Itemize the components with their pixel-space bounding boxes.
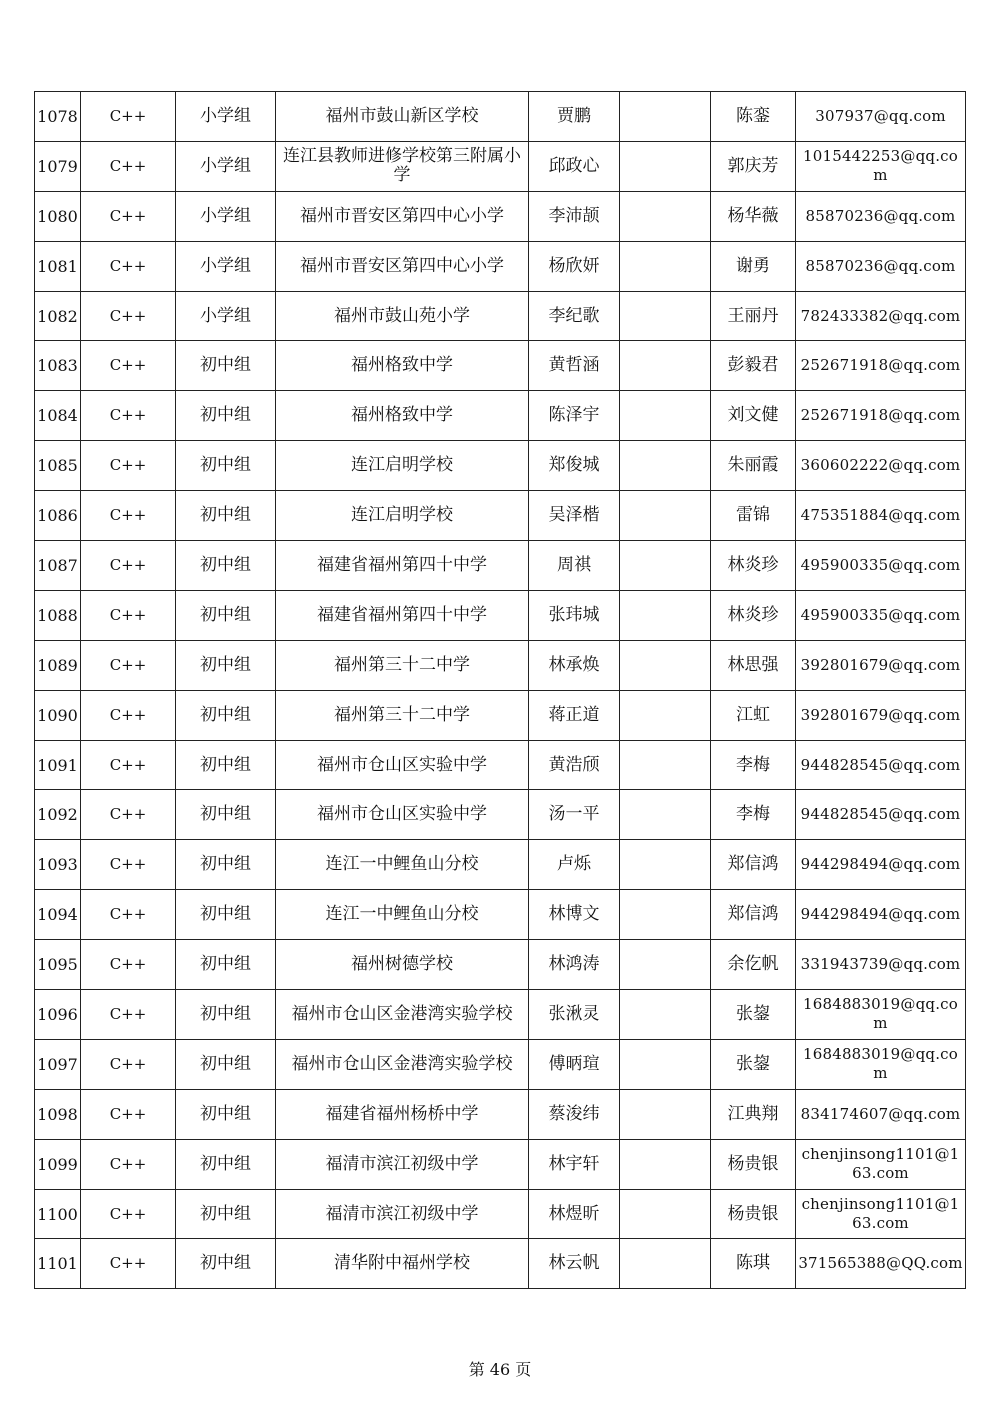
entry-id-cell: 1078	[35, 92, 81, 142]
table-row	[35, 840, 966, 890]
age-group-cell: 初中组	[176, 491, 276, 541]
empty-cell-cell	[620, 191, 711, 241]
student-name-cell: 张玮城	[529, 590, 620, 640]
contact-email-cell: 307937@qq.com	[796, 92, 966, 142]
empty-cell-cell	[620, 341, 711, 391]
table-row	[35, 1089, 966, 1139]
language-cell: C++	[81, 391, 176, 441]
contact-email-cell: 371565388@QQ.com	[796, 1239, 966, 1289]
contact-email-cell: 252671918@qq.com	[796, 391, 966, 441]
school-name-cell: 福州市晋安区第四中心小学	[276, 191, 529, 241]
teacher-name-cell: 朱丽霞	[711, 441, 796, 491]
table-row	[35, 391, 966, 441]
empty-cell-cell	[620, 940, 711, 990]
table-row	[35, 1139, 966, 1189]
age-group-cell: 初中组	[176, 890, 276, 940]
student-name-cell: 周祺	[529, 541, 620, 591]
entry-id-cell: 1095	[35, 940, 81, 990]
empty-cell-cell	[620, 1189, 711, 1239]
language-cell: C++	[81, 1089, 176, 1139]
age-group-cell: 初中组	[176, 1239, 276, 1289]
language-cell: C++	[81, 341, 176, 391]
student-name-cell: 林煜昕	[529, 1189, 620, 1239]
entry-id-cell: 1080	[35, 191, 81, 241]
language-cell: C++	[81, 541, 176, 591]
empty-cell-cell	[620, 92, 711, 142]
entry-id-cell: 1098	[35, 1089, 81, 1139]
entry-id-cell: 1086	[35, 491, 81, 541]
empty-cell-cell	[620, 1139, 711, 1189]
teacher-name-cell: 陈琪	[711, 1239, 796, 1289]
age-group-cell: 初中组	[176, 1089, 276, 1139]
teacher-name-cell: 余仡帆	[711, 940, 796, 990]
empty-cell-cell	[620, 990, 711, 1040]
table-row	[35, 890, 966, 940]
contact-email-cell: 495900335@qq.com	[796, 590, 966, 640]
school-name-cell: 福建省福州杨桥中学	[276, 1089, 529, 1139]
teacher-name-cell: 张鋆	[711, 1039, 796, 1089]
language-cell: C++	[81, 990, 176, 1040]
school-name-cell: 连江县教师进修学校第三附属小学	[276, 141, 529, 191]
language-cell: C++	[81, 1239, 176, 1289]
entry-id-cell: 1083	[35, 341, 81, 391]
student-name-cell: 杨欣妍	[529, 241, 620, 291]
student-name-cell: 蔡浚纬	[529, 1089, 620, 1139]
teacher-name-cell: 林炎珍	[711, 590, 796, 640]
contact-email-cell: 1684883019@qq.com	[796, 1039, 966, 1089]
age-group-cell: 初中组	[176, 391, 276, 441]
entry-id-cell: 1097	[35, 1039, 81, 1089]
age-group-cell: 初中组	[176, 640, 276, 690]
school-name-cell: 福清市滨江初级中学	[276, 1139, 529, 1189]
table-row	[35, 291, 966, 341]
student-name-cell: 傅昞瑄	[529, 1039, 620, 1089]
language-cell: C++	[81, 1189, 176, 1239]
page-number: 第 46 页	[468, 1360, 532, 1379]
school-name-cell: 福州第三十二中学	[276, 690, 529, 740]
teacher-name-cell: 李梅	[711, 740, 796, 790]
school-name-cell: 福州市鼓山苑小学	[276, 291, 529, 341]
entry-id-cell: 1094	[35, 890, 81, 940]
contact-email-cell: 360602222@qq.com	[796, 441, 966, 491]
table-row	[35, 191, 966, 241]
language-cell: C++	[81, 92, 176, 142]
entry-id-cell: 1096	[35, 990, 81, 1040]
student-name-cell: 陈泽宇	[529, 391, 620, 441]
language-cell: C++	[81, 640, 176, 690]
age-group-cell: 初中组	[176, 541, 276, 591]
age-group-cell: 初中组	[176, 990, 276, 1040]
age-group-cell: 初中组	[176, 441, 276, 491]
student-name-cell: 林云帆	[529, 1239, 620, 1289]
age-group-cell: 小学组	[176, 141, 276, 191]
student-name-cell: 林宇轩	[529, 1139, 620, 1189]
student-name-cell: 林承焕	[529, 640, 620, 690]
student-name-cell: 郑俊城	[529, 441, 620, 491]
table-row	[35, 241, 966, 291]
school-name-cell: 福州市仓山区实验中学	[276, 740, 529, 790]
school-name-cell: 福清市滨江初级中学	[276, 1189, 529, 1239]
teacher-name-cell: 郑信鸿	[711, 840, 796, 890]
contact-email-cell: 392801679@qq.com	[796, 640, 966, 690]
entry-id-cell: 1085	[35, 441, 81, 491]
empty-cell-cell	[620, 1239, 711, 1289]
age-group-cell: 初中组	[176, 1139, 276, 1189]
contact-email-cell: 495900335@qq.com	[796, 541, 966, 591]
school-name-cell: 福州格致中学	[276, 341, 529, 391]
student-name-cell: 黄浩颀	[529, 740, 620, 790]
registration-table	[34, 91, 966, 1289]
empty-cell-cell	[620, 241, 711, 291]
age-group-cell: 初中组	[176, 690, 276, 740]
student-name-cell: 卢烁	[529, 840, 620, 890]
table-row	[35, 740, 966, 790]
table-row	[35, 141, 966, 191]
school-name-cell: 清华附中福州学校	[276, 1239, 529, 1289]
age-group-cell: 小学组	[176, 241, 276, 291]
table-row	[35, 590, 966, 640]
entry-id-cell: 1099	[35, 1139, 81, 1189]
contact-email-cell: 475351884@qq.com	[796, 491, 966, 541]
age-group-cell: 小学组	[176, 291, 276, 341]
school-name-cell: 福州格致中学	[276, 391, 529, 441]
table-body	[35, 92, 966, 1289]
table-row	[35, 1189, 966, 1239]
student-name-cell: 李纪歌	[529, 291, 620, 341]
entry-id-cell: 1092	[35, 790, 81, 840]
entry-id-cell: 1090	[35, 690, 81, 740]
language-cell: C++	[81, 590, 176, 640]
entry-id-cell: 1079	[35, 141, 81, 191]
empty-cell-cell	[620, 640, 711, 690]
table-row	[35, 541, 966, 591]
teacher-name-cell: 王丽丹	[711, 291, 796, 341]
teacher-name-cell: 杨贵银	[711, 1139, 796, 1189]
entry-id-cell: 1089	[35, 640, 81, 690]
table-row	[35, 790, 966, 840]
table-row	[35, 92, 966, 142]
contact-email-cell: 85870236@qq.com	[796, 191, 966, 241]
teacher-name-cell: 江虹	[711, 690, 796, 740]
student-name-cell: 邱政心	[529, 141, 620, 191]
age-group-cell: 小学组	[176, 191, 276, 241]
language-cell: C++	[81, 191, 176, 241]
contact-email-cell: 944828545@qq.com	[796, 740, 966, 790]
empty-cell-cell	[620, 291, 711, 341]
contact-email-cell: 392801679@qq.com	[796, 690, 966, 740]
school-name-cell: 福州市仓山区金港湾实验学校	[276, 990, 529, 1040]
teacher-name-cell: 陈銮	[711, 92, 796, 142]
language-cell: C++	[81, 491, 176, 541]
teacher-name-cell: 郭庆芳	[711, 141, 796, 191]
entry-id-cell: 1101	[35, 1239, 81, 1289]
entry-id-cell: 1093	[35, 840, 81, 890]
entry-id-cell: 1081	[35, 241, 81, 291]
language-cell: C++	[81, 840, 176, 890]
entry-id-cell: 1100	[35, 1189, 81, 1239]
table-row	[35, 640, 966, 690]
student-name-cell: 李沛颉	[529, 191, 620, 241]
teacher-name-cell: 刘文健	[711, 391, 796, 441]
school-name-cell: 连江一中鲤鱼山分校	[276, 840, 529, 890]
contact-email-cell: chenjinsong1101@163.com	[796, 1189, 966, 1239]
empty-cell-cell	[620, 491, 711, 541]
empty-cell-cell	[620, 590, 711, 640]
table-row	[35, 690, 966, 740]
empty-cell-cell	[620, 840, 711, 890]
language-cell: C++	[81, 141, 176, 191]
contact-email-cell: 85870236@qq.com	[796, 241, 966, 291]
student-name-cell: 吴泽楷	[529, 491, 620, 541]
table-row	[35, 441, 966, 491]
language-cell: C++	[81, 441, 176, 491]
contact-email-cell: 252671918@qq.com	[796, 341, 966, 391]
contact-email-cell: 331943739@qq.com	[796, 940, 966, 990]
age-group-cell: 初中组	[176, 341, 276, 391]
age-group-cell: 初中组	[176, 1039, 276, 1089]
teacher-name-cell: 彭毅君	[711, 341, 796, 391]
table-row	[35, 491, 966, 541]
teacher-name-cell: 李梅	[711, 790, 796, 840]
teacher-name-cell: 江典翔	[711, 1089, 796, 1139]
teacher-name-cell: 杨贵银	[711, 1189, 796, 1239]
entry-id-cell: 1088	[35, 590, 81, 640]
age-group-cell: 初中组	[176, 940, 276, 990]
teacher-name-cell: 林思强	[711, 640, 796, 690]
language-cell: C++	[81, 241, 176, 291]
school-name-cell: 福建省福州第四十中学	[276, 590, 529, 640]
student-name-cell: 张湫灵	[529, 990, 620, 1040]
school-name-cell: 福州市仓山区金港湾实验学校	[276, 1039, 529, 1089]
contact-email-cell: 834174607@qq.com	[796, 1089, 966, 1139]
school-name-cell: 福建省福州第四十中学	[276, 541, 529, 591]
teacher-name-cell: 张鋆	[711, 990, 796, 1040]
table-row	[35, 990, 966, 1040]
table-row	[35, 1039, 966, 1089]
empty-cell-cell	[620, 541, 711, 591]
empty-cell-cell	[620, 141, 711, 191]
teacher-name-cell: 郑信鸿	[711, 890, 796, 940]
school-name-cell: 连江启明学校	[276, 491, 529, 541]
teacher-name-cell: 杨华薇	[711, 191, 796, 241]
empty-cell-cell	[620, 1089, 711, 1139]
teacher-name-cell: 谢勇	[711, 241, 796, 291]
language-cell: C++	[81, 291, 176, 341]
language-cell: C++	[81, 740, 176, 790]
empty-cell-cell	[620, 441, 711, 491]
student-name-cell: 黄哲涵	[529, 341, 620, 391]
student-name-cell: 蒋正道	[529, 690, 620, 740]
language-cell: C++	[81, 1039, 176, 1089]
school-name-cell: 连江一中鲤鱼山分校	[276, 890, 529, 940]
empty-cell-cell	[620, 1039, 711, 1089]
teacher-name-cell: 雷锦	[711, 491, 796, 541]
language-cell: C++	[81, 790, 176, 840]
school-name-cell: 福州市仓山区实验中学	[276, 790, 529, 840]
age-group-cell: 小学组	[176, 92, 276, 142]
teacher-name-cell: 林炎珍	[711, 541, 796, 591]
age-group-cell: 初中组	[176, 1189, 276, 1239]
entry-id-cell: 1091	[35, 740, 81, 790]
school-name-cell: 福州树德学校	[276, 940, 529, 990]
language-cell: C++	[81, 940, 176, 990]
empty-cell-cell	[620, 391, 711, 441]
contact-email-cell: 782433382@qq.com	[796, 291, 966, 341]
age-group-cell: 初中组	[176, 840, 276, 890]
entry-id-cell: 1084	[35, 391, 81, 441]
empty-cell-cell	[620, 690, 711, 740]
student-name-cell: 贾鹏	[529, 92, 620, 142]
student-name-cell: 林博文	[529, 890, 620, 940]
contact-email-cell: 944828545@qq.com	[796, 790, 966, 840]
language-cell: C++	[81, 890, 176, 940]
language-cell: C++	[81, 1139, 176, 1189]
student-name-cell: 林鸿涛	[529, 940, 620, 990]
school-name-cell: 福州市鼓山新区学校	[276, 92, 529, 142]
contact-email-cell: chenjinsong1101@163.com	[796, 1139, 966, 1189]
empty-cell-cell	[620, 890, 711, 940]
entry-id-cell: 1082	[35, 291, 81, 341]
age-group-cell: 初中组	[176, 740, 276, 790]
school-name-cell: 福州市晋安区第四中心小学	[276, 241, 529, 291]
empty-cell-cell	[620, 790, 711, 840]
contact-email-cell: 1015442253@qq.com	[796, 141, 966, 191]
table-row	[35, 940, 966, 990]
student-name-cell: 汤一平	[529, 790, 620, 840]
school-name-cell: 连江启明学校	[276, 441, 529, 491]
table-row	[35, 341, 966, 391]
school-name-cell: 福州第三十二中学	[276, 640, 529, 690]
contact-email-cell: 1684883019@qq.com	[796, 990, 966, 1040]
contact-email-cell: 944298494@qq.com	[796, 890, 966, 940]
contact-email-cell: 944298494@qq.com	[796, 840, 966, 890]
age-group-cell: 初中组	[176, 590, 276, 640]
empty-cell-cell	[620, 740, 711, 790]
table-row	[35, 1239, 966, 1289]
entry-id-cell: 1087	[35, 541, 81, 591]
age-group-cell: 初中组	[176, 790, 276, 840]
language-cell: C++	[81, 690, 176, 740]
